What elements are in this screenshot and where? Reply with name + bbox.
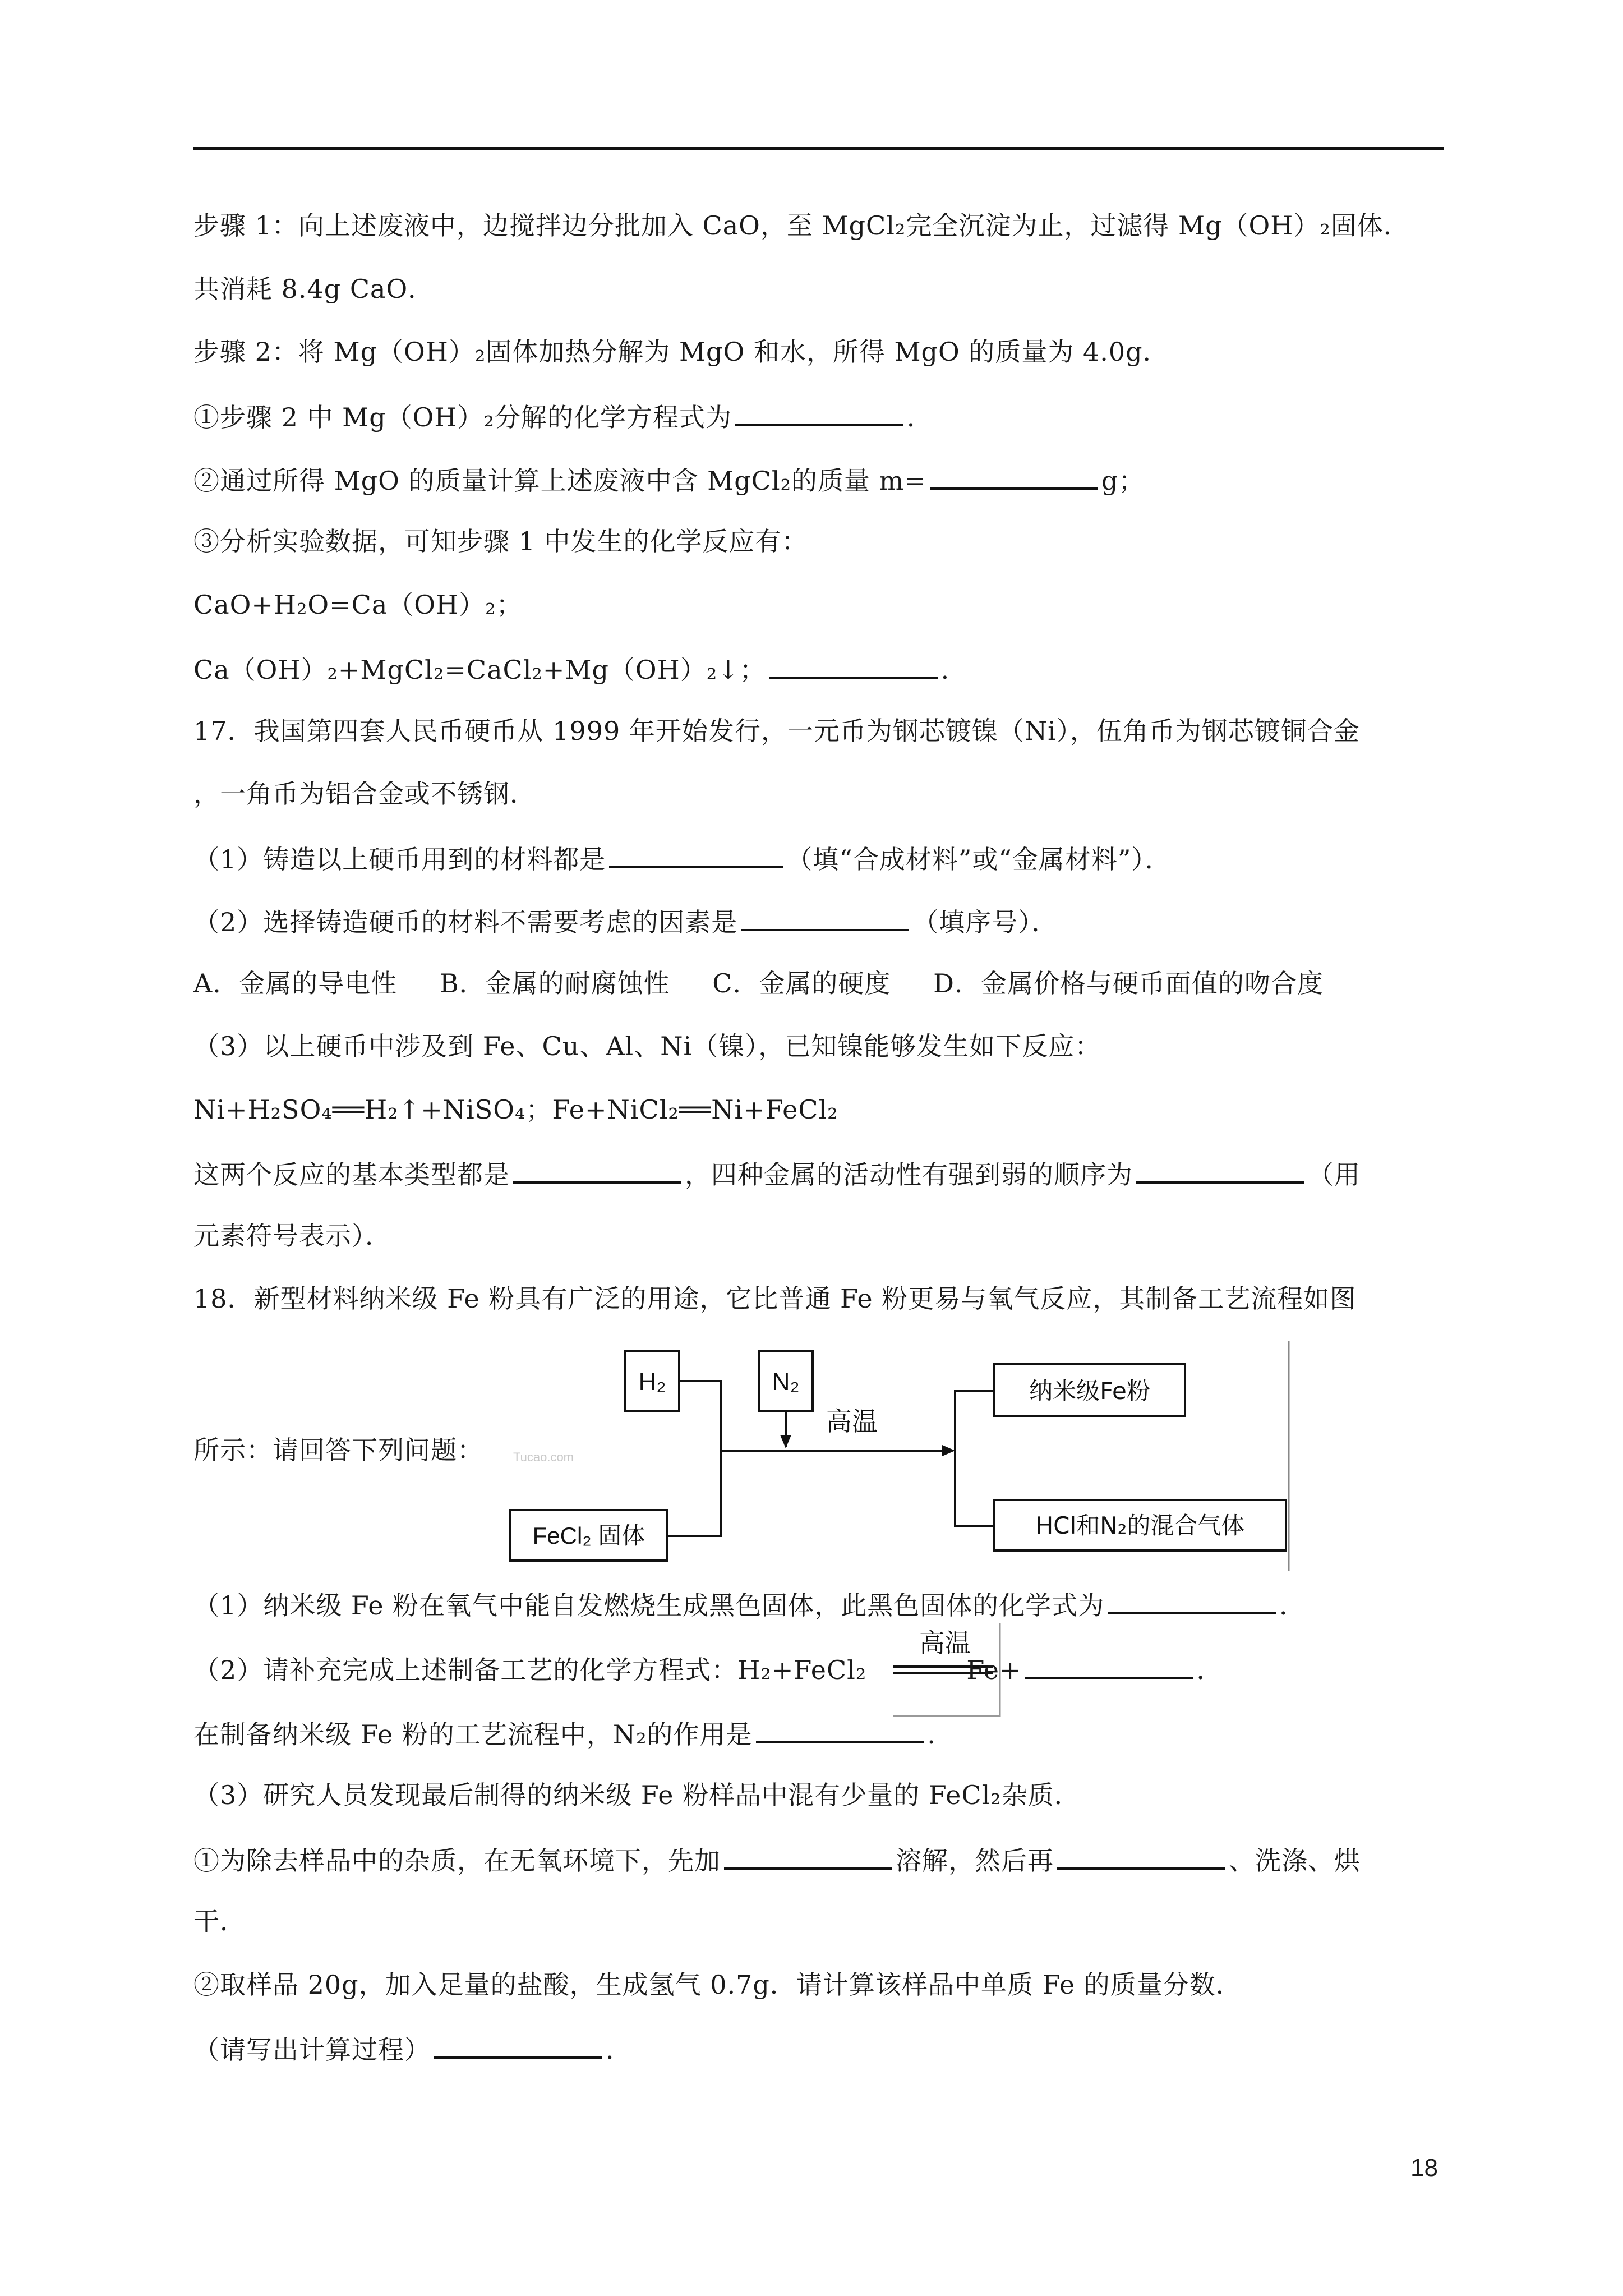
fecl2-label: FeCl₂ 固体 [532, 1522, 645, 1549]
q17-options [193, 967, 1324, 1000]
q17-part2-hint: （填序号）． [912, 907, 1058, 937]
q18-n2-role-line [193, 1715, 954, 1751]
q17-hint-open: （用 [1308, 1159, 1361, 1190]
step1-consumption: 共消耗 8.4g CaO． [193, 274, 435, 304]
q17-part1-text: （1）铸造以上硬币用到的材料都是 [193, 844, 606, 875]
h2-label: H₂ [638, 1368, 666, 1396]
q18-stem-cont: 所示：请回答下列问题： [193, 1435, 483, 1465]
q18-part2-line [193, 1651, 1223, 1687]
answer-blank[interactable] [1108, 1586, 1276, 1614]
period: ． [1196, 1655, 1223, 1685]
q18-part1-line [193, 1586, 1306, 1622]
product-fe-label: 纳米级Fe粉 [1029, 1377, 1150, 1405]
n2-label: N₂ [772, 1368, 800, 1396]
high-temp-label: 高温 [826, 1406, 878, 1437]
period: ． [1279, 1590, 1306, 1621]
header-rule [193, 147, 1444, 150]
q17-part2-line [193, 903, 1058, 939]
answer-blank[interactable] [1057, 1842, 1225, 1870]
q17-part3-question [193, 1156, 1361, 1191]
q18-calc-text: ②取样品 20g，加入足量的盐酸，生成氢气 0.7g．请计算该样品中单质 Fe 的质量分数． [193, 1970, 1242, 2000]
step1-text: 步骤 1：向上述废液中，边搅拌边分批加入 CaO，至 MgCl₂完全沉淀为止，过滤得 Mg（OH）₂固体． [193, 210, 1410, 241]
option-d[interactable]: D．金属价格与硬币面值的吻合度 [933, 968, 1324, 999]
q17-part1-line [193, 840, 1171, 876]
q17-equations: Ni+H₂SO₄══H₂↑+NiSO₄；Fe+NiCl₂══Ni+FeCl₂ [193, 1094, 838, 1125]
answer-blank[interactable] [769, 651, 938, 679]
q17-activity-text: ，四种金属的活动性有强到弱的顺序为 [685, 1159, 1133, 1190]
q18-purify-cont: 干． [193, 1906, 246, 1936]
product-gas-label: HCl和N₂的混合气体 [1035, 1512, 1245, 1539]
equation-2: Ca（OH）₂+MgCl₂=CaCl₂+Mg（OH）₂↓； [193, 655, 766, 685]
q18-stem: 18．新型材料纳米级 Fe 粉具有广泛的用途，它比普通 Fe 粉更易与氧气反应，其制备工艺流程如图 [193, 1283, 1357, 1314]
q18-calc-line [193, 2031, 632, 2067]
watermark-text: Tucao.com [513, 1450, 574, 1464]
q17-stem-cont: ，一角币为铝合金或不锈钢． [193, 779, 536, 809]
q18-equation-left: （2）请补充完成上述制备工艺的化学方程式：H₂+FeCl₂ [193, 1655, 867, 1685]
q17-part2-text: （2）选择铸造硬币的材料不需要考虑的因素是 [193, 907, 738, 937]
q18-part1-text: （1）纳米级 Fe 粉在氧气中能自发燃烧生成黑色固体，此黑色固体的化学式为 [193, 1590, 1105, 1621]
answer-blank[interactable] [434, 2031, 602, 2059]
question-1-text: ①步骤 2 中 Mg（OH）₂分解的化学方程式为 [193, 402, 732, 432]
q17-reaction-type-text: 这两个反应的基本类型都是 [193, 1159, 510, 1190]
q18-purify-line [193, 1842, 1361, 1878]
option-a[interactable]: A．金属的导电性 [193, 968, 398, 999]
answer-blank[interactable] [756, 1715, 924, 1743]
period: ． [940, 655, 967, 685]
question-2-text: ②通过所得 MgO 的质量计算上述废液中含 MgCl₂的质量 m= [193, 466, 926, 496]
answer-blank[interactable] [930, 462, 1098, 490]
unit-text: g； [1101, 466, 1145, 496]
answer-blank[interactable] [609, 840, 783, 868]
answer-blank[interactable] [1025, 1651, 1193, 1679]
q18-n2-role-text: 在制备纳米级 Fe 粉的工艺流程中，N₂的作用是 [193, 1719, 753, 1750]
process-flow-diagram [508, 1341, 1301, 1571]
q17-hint-close: 元素符号表示）． [193, 1221, 391, 1251]
q17-part3-text: （3）以上硬币中涉及到 Fe、Cu、Al、Ni（镍），已知镍能够发生如下反应： [193, 1031, 1101, 1061]
q18-equation-right: Fe+ [966, 1655, 1022, 1685]
answer-blank[interactable] [735, 398, 903, 426]
q18-calc-hint: （请写出计算过程） [193, 2035, 431, 2065]
q18-purify-mid: 溶解，然后再 [896, 1846, 1054, 1876]
condition-label: 高温 [919, 1628, 971, 1658]
answer-blank[interactable] [1136, 1156, 1304, 1184]
option-b[interactable]: B．金属的耐腐蚀性 [439, 968, 670, 999]
equation-1: CaO+H₂O=Ca（OH）₂； [193, 590, 523, 620]
answer-blank[interactable] [741, 903, 909, 931]
option-c[interactable]: C．金属的硬度 [712, 968, 891, 999]
answer-blank[interactable] [513, 1156, 681, 1184]
q17-stem: 17．我国第四套人民币硬币从 1999 年开始发行，一元币为钢芯镀镍（Ni），伍角币为钢芯镀铜合金 [193, 716, 1360, 746]
period: ． [606, 2035, 632, 2065]
question-1-line [193, 398, 933, 434]
question-3-text: ③分析实验数据，可知步骤 1 中发生的化学反应有： [193, 526, 808, 556]
period: ． [927, 1719, 954, 1750]
q18-purify-text: ①为除去样品中的杂质，在无氧环境下，先加 [193, 1846, 721, 1876]
page-number: 18 [1410, 2154, 1438, 2182]
q18-purify-end: 、洗涤、烘 [1229, 1846, 1361, 1876]
equation-2-line [193, 651, 967, 687]
q18-part3-text: （3）研究人员发现最后制得的纳米级 Fe 粉样品中混有少量的 FeCl₂杂质． [193, 1780, 1081, 1810]
q17-part1-hint: （填“合成材料”或“金属材料”）． [786, 844, 1172, 875]
question-2-line [193, 462, 1145, 498]
step2-text: 步骤 2：将 Mg（OH）₂固体加热分解为 MgO 和水，所得 MgO 的质量为 4.0g． [193, 337, 1169, 367]
period: ． [906, 402, 933, 432]
answer-blank[interactable] [724, 1842, 892, 1870]
